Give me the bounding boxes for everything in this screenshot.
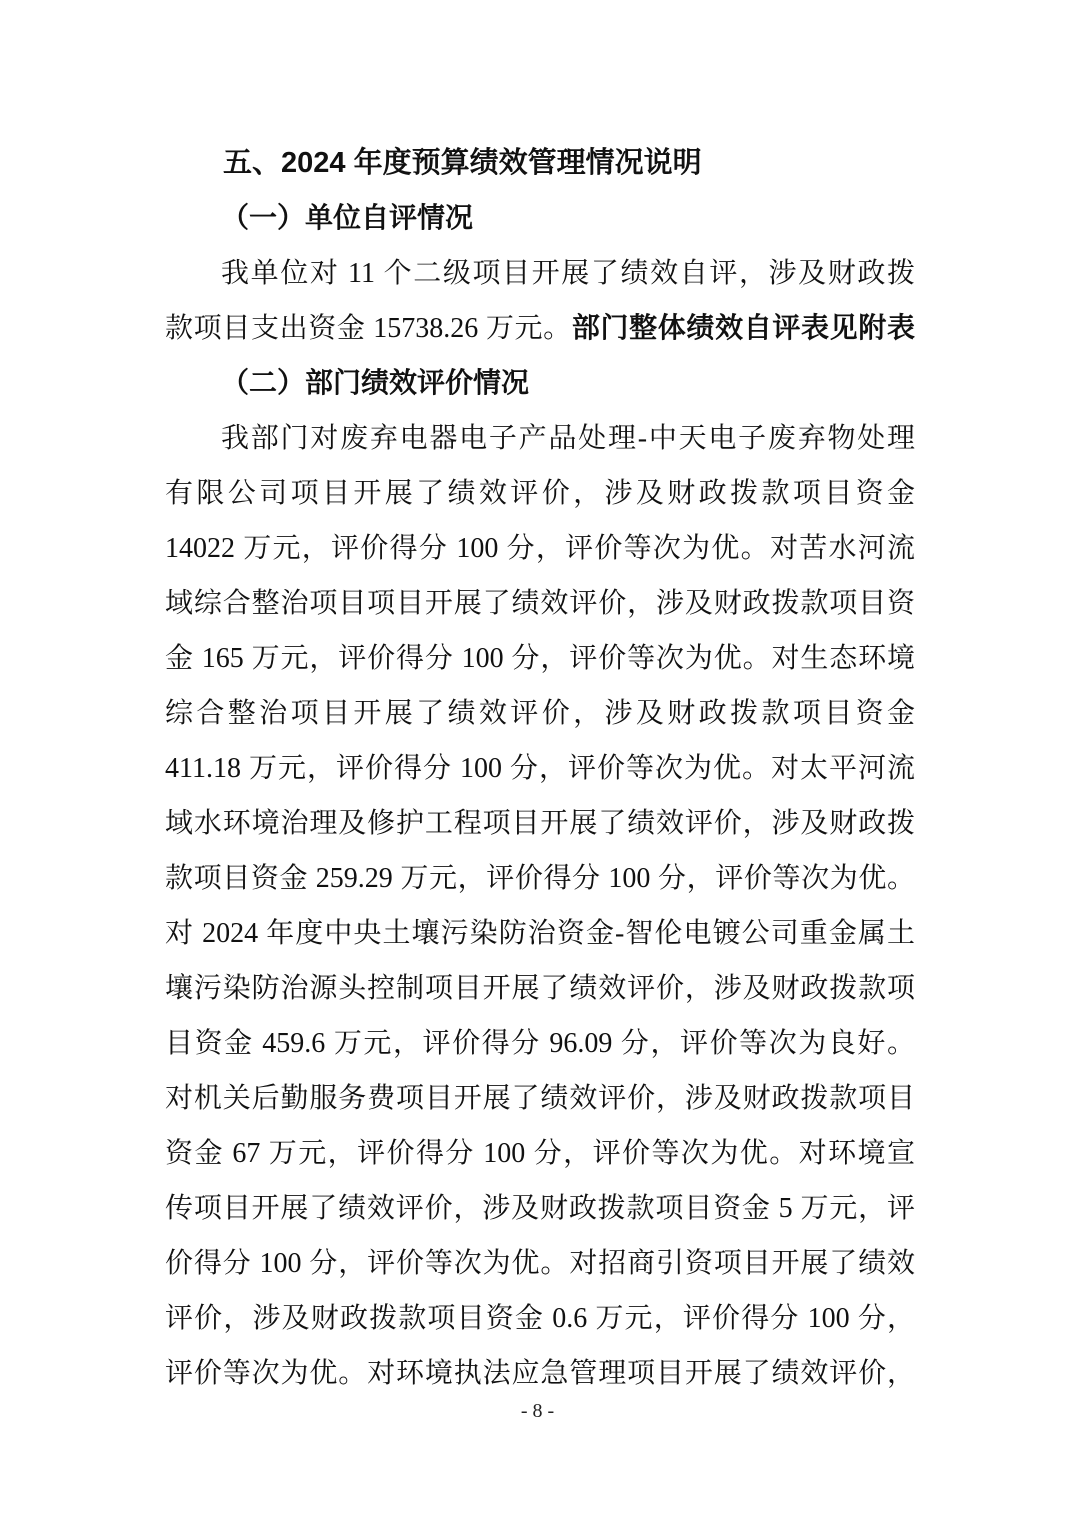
- text-run: 域综合整治项目项目开展了绩效评价，涉及财政拨款项目资: [165, 588, 915, 619]
- text-line: [165, 466, 915, 521]
- text-run: 五、2024 年度预算绩效管理情况说明: [223, 147, 702, 179]
- text-line: [165, 576, 915, 631]
- page-number: - 8 -: [520, 1400, 555, 1422]
- text-line: [165, 1071, 915, 1126]
- text-run: 壤污染防治源头控制项目开展了绩效评价，涉及财政拨款项: [165, 973, 915, 1004]
- text-line: [165, 301, 915, 356]
- text-line: [165, 1291, 915, 1346]
- text-run: 款项目资金 259.29 万元，评价得分 100 分，评价等次为优。: [165, 863, 915, 894]
- text-line: [165, 411, 915, 466]
- text-run: 我部门对废弃电器电子产品处理-中天电子废弃物处理: [221, 423, 915, 454]
- text-line: [165, 906, 915, 961]
- text-line: [165, 631, 915, 686]
- text-run: （一）单位自评情况: [221, 203, 474, 234]
- text-run: 评价，涉及财政拨款项目资金 0.6 万元，评价得分 100 分，: [165, 1303, 915, 1334]
- text-run: 目资金 459.6 万元，评价得分 96.09 分，评价等次为良好。: [165, 1028, 915, 1059]
- text-line: [165, 1016, 915, 1071]
- text-line: [165, 521, 915, 576]
- text-run: 价得分 100 分，评价等次为优。对招商引资项目开展了绩效: [165, 1248, 915, 1279]
- text-line: [165, 686, 915, 741]
- bold-text-run: 部门整体绩效自评表见附表: [571, 313, 915, 344]
- page-footer: [0, 1400, 1075, 1423]
- text-line: [165, 1346, 915, 1401]
- text-line: [165, 741, 915, 796]
- text-line: [165, 961, 915, 1016]
- text-line: [165, 246, 915, 301]
- text-run: 传项目开展了绩效评价，涉及财政拨款项目资金 5 万元，评: [165, 1193, 915, 1224]
- text-line: [165, 1236, 915, 1291]
- text-run: 域水环境治理及修护工程项目开展了绩效评价，涉及财政拨: [165, 808, 915, 839]
- text-line: [165, 796, 915, 851]
- text-line: [165, 851, 915, 906]
- text-run: 411.18 万元，评价得分 100 分，评价等次为优。对太平河流: [165, 753, 915, 784]
- text-run: 我单位对 11 个二级项目开展了绩效自评，涉及财政拨: [221, 258, 915, 289]
- text-run: 对 2024 年度中央土壤污染防治资金-智伦电镀公司重金属土: [165, 918, 915, 949]
- text-line: [165, 1126, 915, 1181]
- text-run: 14022 万元，评价得分 100 分，评价等次为优。对苦水河流: [165, 533, 915, 564]
- subsection-heading: [165, 356, 915, 411]
- text-run: 评价等次为优。对环境执法应急管理项目开展了绩效评价，: [165, 1358, 915, 1389]
- text-run: 金 165 万元，评价得分 100 分，评价等次为优。对生态环境: [165, 643, 915, 674]
- text-run: 款项目支出资金 15738.26 万元。: [165, 313, 572, 344]
- text-run: 有限公司项目开展了绩效评价，涉及财政拨款项目资金: [165, 478, 915, 509]
- text-run: （二）部门绩效评价情况: [221, 368, 530, 399]
- section-heading: [165, 136, 915, 191]
- subsection-heading: [165, 191, 915, 246]
- document-body: [165, 136, 915, 1401]
- text-run: 资金 67 万元，评价得分 100 分，评价等次为优。对环境宣: [165, 1138, 915, 1169]
- text-line: [165, 1181, 915, 1236]
- text-run: 综合整治项目开展了绩效评价，涉及财政拨款项目资金: [165, 698, 915, 729]
- text-run: 对机关后勤服务费项目开展了绩效评价，涉及财政拨款项目: [165, 1083, 915, 1114]
